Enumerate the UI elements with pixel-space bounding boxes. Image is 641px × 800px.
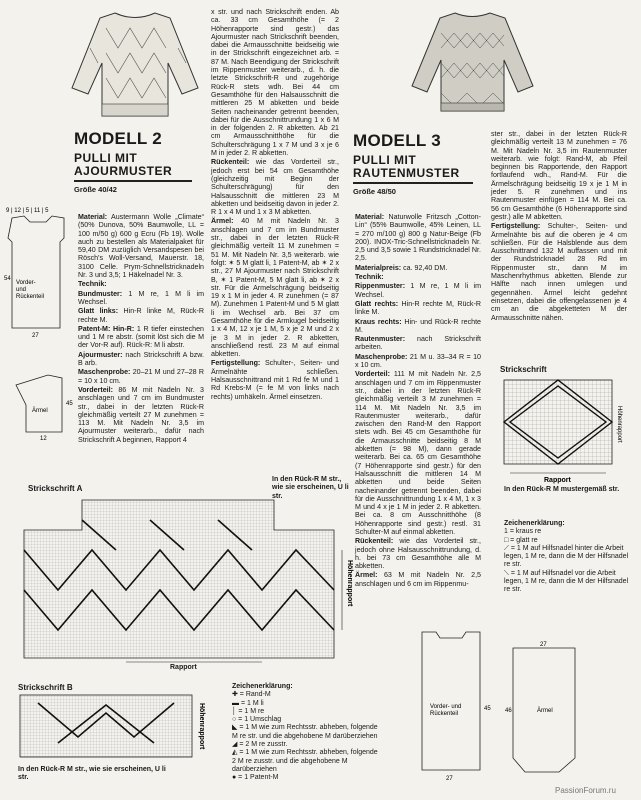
m3-p9: Rückenteil: wie das Vorderteil str., jedoch ohne Halsausschnittrundung, d. h. bei 73 cm Gesamthöhe alle M abketten.: [355, 537, 481, 571]
m2-p3: Glatt links: Hin-R linke M, Rück-R rechte M.: [78, 307, 204, 324]
chartB-label: Strickschrift B: [18, 683, 73, 692]
m3-p2: Technik:: [355, 273, 384, 282]
modell3-header: [353, 132, 473, 196]
modell3-schematic-sleeve: [505, 640, 585, 780]
modell3-legend-item: 1 = kraus re: [504, 528, 542, 536]
modell3-schematic-sleeve-w: 27: [540, 642, 547, 648]
m3-p6: Rautenmuster: nach Strickschrift arbeiten.: [355, 335, 481, 352]
m2-p5: Ajourmuster: nach Strickschrift A bzw. B arb.: [78, 350, 204, 368]
m3-p10: Ärmel: 63 M mit Nadeln Nr. 2,5 anschlagen und 6 cm im Rippenmu-: [355, 571, 481, 588]
m2-c2-p1: Rückenteil: wie das Vorderteil str., jedoch erst bei 54 cm Gesamthöhe (gleichzeitig mit Beginn der Schulterschrägung) für den Halsausschnitt die mittleren 23 M abketten und beidseitig davon in jeder 2. R 1 x 4 M und 1 x 3 M abketten.: [211, 158, 339, 217]
modell3-schematic-width: 27: [446, 776, 453, 782]
m2-p7: Vorderteil: 86 M mit Nadeln Nr. 3 anschlagen und 7 cm im Bundmuster str., dabei in der letzten Rück-R gleichmäßig verteilt 27 M zunehmen = 113 M. Mit Nadeln Nr. 3,5 im Ajourmuster weiterarb., dafür nach Strickschrift A beginnen, Rapport 4: [78, 385, 204, 444]
chartA-label: Strickschrift A: [28, 484, 83, 493]
modell3-instructions-col3: [355, 213, 481, 589]
modell2-schematic-label3: Rückenteil: [16, 294, 45, 300]
modell2-schematic-sleeve: Ärmel: [32, 408, 48, 414]
modell2-legend-item: ◢ = 2 M re zusstr.: [232, 741, 288, 749]
modell3-subtitle-line1: PULLI MIT: [353, 153, 417, 167]
modell3-chart-note: In den Rück-R M mustergemäß str.: [504, 486, 620, 493]
modell3-schematic-sleeve-label: Ärmel: [537, 708, 553, 714]
m2-p6: Maschenprobe: 20–21 M und 27–28 R = 10 x 10 cm.: [78, 368, 204, 385]
m2-p4: Patent-M: Hin-R: 1 R tiefer einstechen und 1 M re abstr. (somit löst sich die M der Vor-R auf). Rück-R: M li abstr.: [78, 324, 204, 350]
chartB-hoehen: Höhenrapport: [198, 703, 205, 750]
modell2-legend-item: ▬ = 1 M li: [232, 699, 264, 707]
modell2-legend-item: ◣ = 1 M wie zum Rechtsstr. abheben, folgende M re str. und die abgehobene M darüberziehen: [232, 724, 378, 740]
chartA-rapport: Rapport: [170, 664, 197, 671]
modell2-header: [74, 130, 192, 194]
modell3-subtitle: [353, 154, 473, 184]
modell3-schematic-front-label2: Rückenteil: [430, 711, 459, 717]
modell2-legend-item: ◭ = 1 M wie zum Rechtsstr. abheben, folgende 2 M re zusstr. und die abgehobene M darüberziehen: [232, 749, 378, 773]
chartA: [22, 490, 362, 670]
modell3-chart-rapport: Rapport: [544, 477, 571, 484]
modell3-title: MODELL 3: [353, 131, 442, 150]
modell2-schematic-sleeve-w: 12: [40, 436, 47, 440]
modell2-title: MODELL 2: [74, 129, 163, 148]
m3-p0: Material: Naturwolle Fritzsch „Cotton-Lin“ (55% Baumwolle, 45% Leinen, LL = 270 m/100 g) 800 g Natur-Beige (Fb 200). INOX-Tric-Schnellstricknadeln Nr. 2,5 und 3,5 sowie 1 Rundstricknadel Nr. 2,5.: [355, 213, 481, 263]
modell3-legend-item: ⟋ = 1 M auf Hilfsnadel hinter die Arbeit legen, 1 M re, dann die M der Hilfsnadel re str.: [504, 544, 629, 569]
modell2-schematic-height: 54: [4, 276, 11, 282]
modell3-legend: [504, 520, 636, 595]
modell2-schematic-sleeve-h: 45: [66, 401, 73, 407]
modell2-legend-item: ● = 1 Patent-M: [232, 774, 279, 782]
m2-c2-p0: x str. und nach Strickschrift enden. Ab ca. 33 cm Gesamthöhe (= 2 Höhenrapporte sind gestr.) das Ajourmuster nach Strickschrift beenden, dabei die Armausschnitte beidseitig wie in der Strickschrift eingezeichnet arb. = 87 M. Nach Beendigung der Strickschrift im Rippenmuster weiterarb., d. h. die letzte Strickschrift-R und zugehörige Rück-R stets wdh. Bei 44 cm Gesamthöhe für den Halsausschnitt die mittleren 25 M abketten und beide Seiten nacheinander getrennt beenden, dabei für die Ausschnittrundung 1 x 6 M in der folgenden 2. R abketten. Ab 21 cm Armausschnitthöhe für die Schulterschrägung 1 x 7 M und 3 x je 6 M in jeder 2. R abketten.: [211, 8, 339, 158]
m3-p3: Rippenmuster: 1 M re, 1 M li im Wechsel.: [355, 282, 481, 299]
modell3-subtitle-line2: RAUTENMUSTER: [353, 166, 460, 180]
modell2-schematic: [2, 200, 74, 440]
modell3-chart: [500, 376, 632, 484]
m3-p1: Materialpreis: ca. 92,40 DM.: [355, 263, 448, 272]
modell2-schematic-label2: und: [16, 287, 27, 293]
modell2-instructions-col1: [78, 213, 204, 445]
modell2-sweater-illustration: [70, 8, 200, 123]
modell2-legend-item: │ = 1 M re: [232, 707, 265, 715]
modell3-schematic-front-label: Vorder- und: [430, 704, 462, 710]
modell3-sweater-illustration: [410, 8, 535, 118]
m3-p4: Glatt rechts: Hin-R rechte M, Rück-R linke M.: [355, 299, 481, 317]
modell2-schematic-topmarks: 9 | 12 | 5 | 11 | 5: [6, 208, 49, 214]
modell3-legend-item: □ = glatt re: [504, 536, 538, 544]
m2-p1: Technik:: [78, 280, 107, 289]
modell2-subtitle: [74, 152, 192, 182]
modell3-legend-item: ⟍ = 1 M auf Hilfsnadel vor die Arbeit legen, 1 M re, dann die M der Hilfsnadel re str.: [504, 569, 629, 594]
modell3-chart-label: Strickschrift: [500, 365, 547, 374]
modell2-schematic-label: Vorder-: [16, 280, 36, 286]
modell2-subtitle-line2: AJOURMUSTER: [74, 164, 173, 178]
m3-p7: Maschenprobe: 21 M u. 33–34 R = 10 x 10 cm.: [355, 352, 481, 370]
m3-p5: Kraus rechts: Hin- und Rück-R rechte M.: [355, 317, 482, 334]
chartB: [18, 693, 228, 761]
modell2-instructions-col2: [211, 8, 339, 402]
modell3-legend-title: Zeichenerklärung:: [504, 520, 565, 527]
m2-p2: Bundmuster: 1 M re, 1 M li im Wechsel.: [78, 289, 204, 306]
modell2-legend-title: Zeichenerklärung:: [232, 683, 293, 690]
modell2-legend-item: ✚ = Rand-M: [232, 691, 271, 699]
modell3-schematic-height: 45: [484, 706, 491, 712]
modell3-chart-hoehen: Höhenrapport: [616, 406, 622, 443]
modell2-subtitle-line1: PULLI MIT: [74, 151, 138, 165]
chartA-note: In den Rück-R M str., wie sie erscheinen, U li str.: [272, 476, 349, 500]
modell2-legend: [232, 683, 382, 783]
modell3-schematic-sleeve-h: 46: [505, 708, 512, 714]
modell3-instructions-col4: [491, 130, 627, 323]
modell3-schematic-body: [410, 620, 500, 785]
modell2-size: Größe 40/42: [74, 185, 117, 194]
modell3-size: Größe 48/50: [353, 187, 396, 196]
m3-p8: Vorderteil: 111 M mit Nadeln Nr. 2,5 anschlagen und 7 cm im Rippenmuster str., dabei in der letzten Rück-R gleichmäßig verteilt 3 M zunehmen = 114 M. Mit Nadeln Nr. 3,5 im Rautenmuster weiterarb., dafür zwischen den Rand-M den Rapport stets wdh. Bei 45 cm Gesamthöhe für die Armausschnitte beidseitig 8 M abketten (= 98 M), dann gerade weiterarb. Bei ca. 65 cm Gesamthöhe (7 Höhenrapporte sind gestr.) für den Halsausschnitt die mittleren 14 M abketten und beide Seiten nacheinander getrennt beenden, dabei für die Ausschnittrundung 1 x 4 M, 1 x 3 M und 4 x je 1 M in jeder 2. R abketten. Bei ca. 8 cm Ausschnitthöhe (8 Höhenrapporte sind gestr.) restl. 31 Schulter-M auf einmal abketten.: [355, 370, 481, 536]
m2-c2-p3: Fertigstellung: Schulter-, Seiten- und Ärmelnähte schließen. Halsausschnittrand mit 1 Rd fe M und 1 Rd Krebs-M (= fe M von links nach rechts) umhäkeln. Ärmel einsetzen.: [211, 359, 339, 401]
watermark: PassionForum.ru: [555, 786, 616, 795]
chartA-hoehen: Höhenrapport: [346, 560, 353, 607]
chartB-note: In den Rück-R M str., wie sie erscheinen, U li str.: [18, 766, 166, 782]
m3-c4-p0: ster str., dabei in der letzten Rück-R gleichmäßig verteilt 13 M zunehmen = 76 M. Mit Nadeln Nr. 3,5 im Rautenmuster weiterarb. wie folgt: Rand-M, ab Pfeil beginnen bis Rapportende, den Rapport fortlaufend wdh., Rand-M. Für die Ärmelschrägung beidseitig 19 x je 1 M in jeder 5. R zunehmen und ins Rautenmuster einfügen = 114 M. Bei ca. 56 cm Gesamthöhe (6 Höhenrapporte sind gestr.) alle M abketten.: [491, 130, 627, 221]
m2-c2-p2: Ärmel: 40 M mit Nadeln Nr. 3 anschlagen und 7 cm im Bundmuster str., dabei in der letzten Rück-R gleichmäßig verteilt 11 M zunehmen = 51 M. Mit Nadeln Nr. 3,5 weiterarb. wie folgt: ✶ 5 M glatt li, 1 Patent-M, ab ✶ 2 x str., 27 M Ajourmuster nach Strickschrift B, ✶ 1 Patent-M, 5 M glatt li, ab ✶ 2 x str. Für die Armelschrägung beidseitig 19 x 1 M in jeder 4. R zunehmen (= 87 M). Zunehmen 1 Patent-M und 5 M glatt li im Wechsel arb. Bei 37 cm Gesamthöhe für die Armkugel beidseitig 1 x 4 M, 12 x je 1 M, 5 x je 2 M und 2 x je 3 M in jeder 2. R abketten, anschließend restl. 23 M auf einmal abketten.: [211, 217, 339, 359]
m3-c4-p1: Fertigstellung: Schulter-, Seiten- und Ärmelnähte bis auf die oberen je 4 cm schließen. Für die Halsblende aus dem Ausschnittrand 132 M auffassen und mit der Rundstricknadel 28 Rd im Rippenmuster str., dann M im Maschenrhythmus abketten. Blende zur Hälfte nach innen umlegen und gegennähen. Ärmel leicht gedehnt einsetzen, dabei die offengelassenen je 4 cm an die abgeketteten M der Armausschnitte nähen.: [491, 222, 627, 322]
m2-p0: Material: Austermann Wolle „Climate“ (50% Dunova, 50% Baumwolle, LL = 100 m/50 g) 600 g Ecru (Fb 19). Wolle auch zu bestellen als Materialpaket für 59,40 DM zuzüglich Versandspesen bei Rösch's Woll-Versand, Mauerstr. 18, 3100 Celle. Prym-Schnellstricknadeln Nr. 3 und 3,5; 1 Häkelnadel Nr. 3.: [78, 213, 204, 280]
modell2-legend-item: ○ = 1 Umschlag: [232, 716, 282, 724]
modell2-schematic-width: 27: [32, 333, 39, 339]
